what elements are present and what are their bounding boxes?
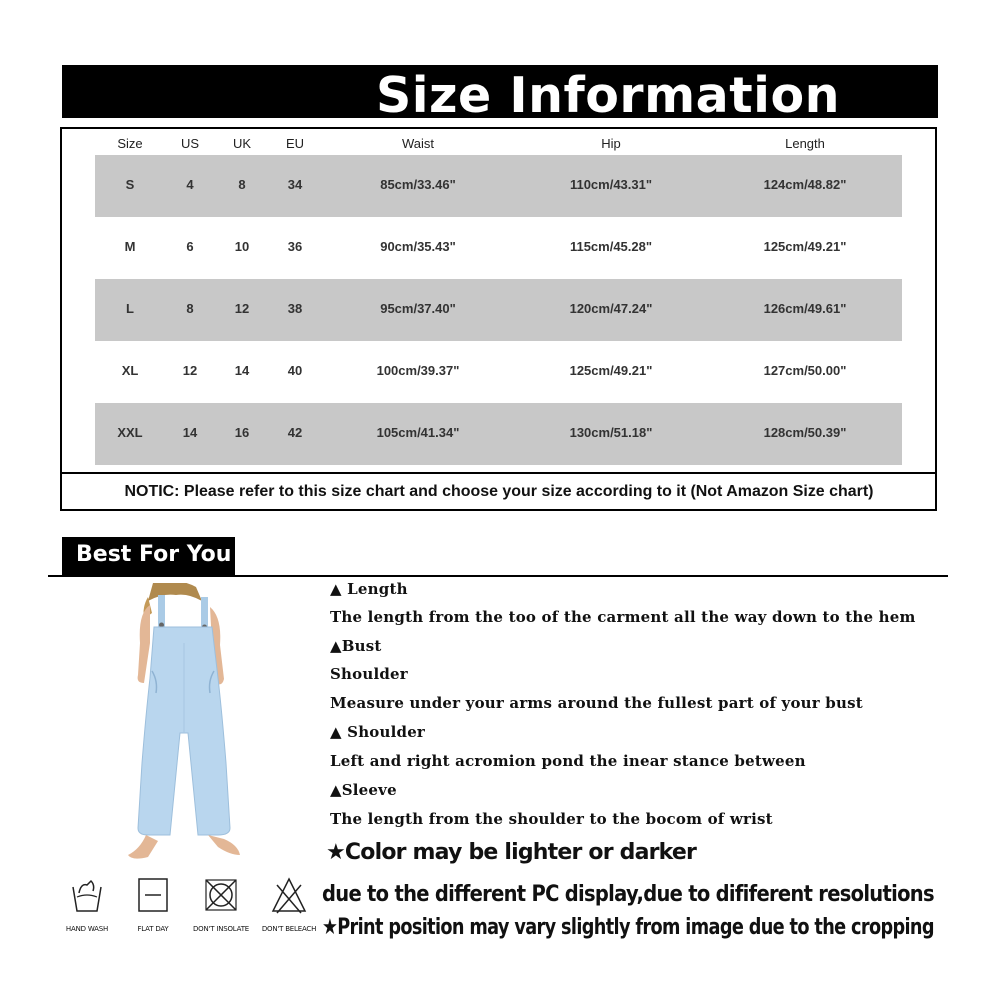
table-row — [95, 217, 902, 279]
cell-us: 12 — [182, 363, 198, 378]
do-not-tumble-dry-icon — [201, 875, 241, 915]
do-not-bleach-icon — [269, 875, 309, 915]
care-item — [55, 875, 119, 933]
note-color: ★Color may be lighter or darker — [326, 840, 697, 865]
care-label: DON'T BELEACH — [261, 925, 317, 933]
care-icons — [55, 875, 325, 945]
model-hair — [148, 583, 202, 601]
care-item — [189, 875, 253, 933]
tip-length-heading: ▲ Length — [330, 580, 408, 598]
cell-length: 126cm/49.61" — [763, 301, 847, 316]
cell-us: 8 — [186, 301, 194, 316]
cell-size: M — [124, 239, 136, 254]
cell-length: 124cm/48.82" — [763, 177, 847, 192]
header-uk: UK — [232, 136, 252, 151]
cell-eu: 40 — [287, 363, 303, 378]
size-notice: NOTIC: Please refer to this size chart and choose your size according to it (Not Amazon Size chart) — [124, 483, 874, 500]
tip-sleeve-text: The length from the shoulder to the bocom of wrist — [330, 810, 773, 828]
best-for-you-tab — [62, 537, 235, 575]
cell-us: 4 — [186, 177, 194, 192]
flat-dry-icon — [133, 875, 173, 915]
header-size: Size — [117, 136, 143, 151]
cell-size: XXL — [117, 425, 143, 440]
header-us: US — [180, 136, 200, 151]
size-chart-rows — [95, 155, 902, 465]
cell-eu: 38 — [287, 301, 303, 316]
cell-eu: 34 — [287, 177, 303, 192]
cell-length: 128cm/50.39" — [763, 425, 847, 440]
care-label: DON'T INSOLATE — [192, 925, 250, 933]
cell-us: 14 — [182, 425, 198, 440]
header-waist: Waist — [401, 136, 435, 151]
tip-shoulder-heading: ▲ Shoulder — [330, 723, 426, 741]
tip-sleeve-heading: ▲Sleeve — [330, 781, 397, 799]
tip-length-text: The length from the too of the carment all the way down to the hem — [330, 608, 916, 626]
cell-length: 127cm/50.00" — [763, 363, 847, 378]
cell-size: L — [126, 301, 134, 316]
cell-hip: 130cm/51.18" — [569, 425, 653, 440]
cell-uk: 12 — [234, 301, 250, 316]
size-chart-header — [95, 131, 902, 155]
cell-waist: 100cm/39.37" — [376, 363, 460, 378]
cell-length: 125cm/49.21" — [763, 239, 847, 254]
note-print-position: ★Print position may vary slightly from image due to the cropping — [322, 915, 934, 940]
cell-size: S — [125, 177, 135, 192]
model-arms — [138, 605, 150, 683]
cell-uk: 10 — [234, 239, 250, 254]
care-item — [257, 875, 321, 933]
care-item — [121, 875, 185, 933]
header-hip: Hip — [601, 136, 621, 151]
cell-hip: 120cm/47.24" — [569, 301, 653, 316]
cell-waist: 85cm/33.46" — [380, 177, 456, 192]
cell-eu: 36 — [287, 239, 303, 254]
table-row — [95, 279, 902, 341]
product-photo-jumpsuit — [118, 583, 248, 868]
best-for-you-heading: Best For You — [76, 542, 232, 567]
care-label: FLAT DAY — [137, 925, 169, 933]
hand-wash-icon — [67, 875, 107, 915]
cell-hip: 110cm/43.31" — [569, 177, 653, 192]
note-display: due to the different PC display,due to dififerent resolutions — [322, 882, 934, 907]
size-information-banner — [62, 65, 938, 124]
cell-us: 6 — [186, 239, 194, 254]
table-row — [95, 155, 902, 217]
cell-uk: 14 — [234, 363, 250, 378]
cell-waist: 90cm/35.43" — [380, 239, 456, 254]
model-feet — [128, 835, 158, 859]
tip-bust-sub: Shoulder — [330, 665, 408, 683]
table-row — [95, 341, 902, 403]
tip-bust-text: Measure under your arms around the fullest part of your bust — [330, 694, 863, 712]
notice-divider — [60, 472, 937, 474]
tip-shoulder-text: Left and right acromion pond the inear stance between — [330, 752, 806, 770]
cell-hip: 125cm/49.21" — [569, 363, 653, 378]
cell-waist: 95cm/37.40" — [380, 301, 456, 316]
cell-hip: 115cm/45.28" — [569, 239, 653, 254]
care-label: HAND WASH — [65, 925, 109, 933]
cell-size: XL — [121, 363, 139, 378]
header-length: Length — [785, 136, 825, 151]
header-eu: EU — [285, 136, 305, 151]
cell-waist: 105cm/41.34" — [376, 425, 460, 440]
cell-eu: 42 — [287, 425, 303, 440]
banner-title: Size Information — [375, 67, 840, 124]
tip-bust-heading: ▲Bust — [330, 637, 382, 655]
section-divider — [48, 575, 948, 577]
table-row — [95, 403, 902, 465]
cell-uk: 16 — [234, 425, 250, 440]
cell-uk: 8 — [238, 177, 246, 192]
